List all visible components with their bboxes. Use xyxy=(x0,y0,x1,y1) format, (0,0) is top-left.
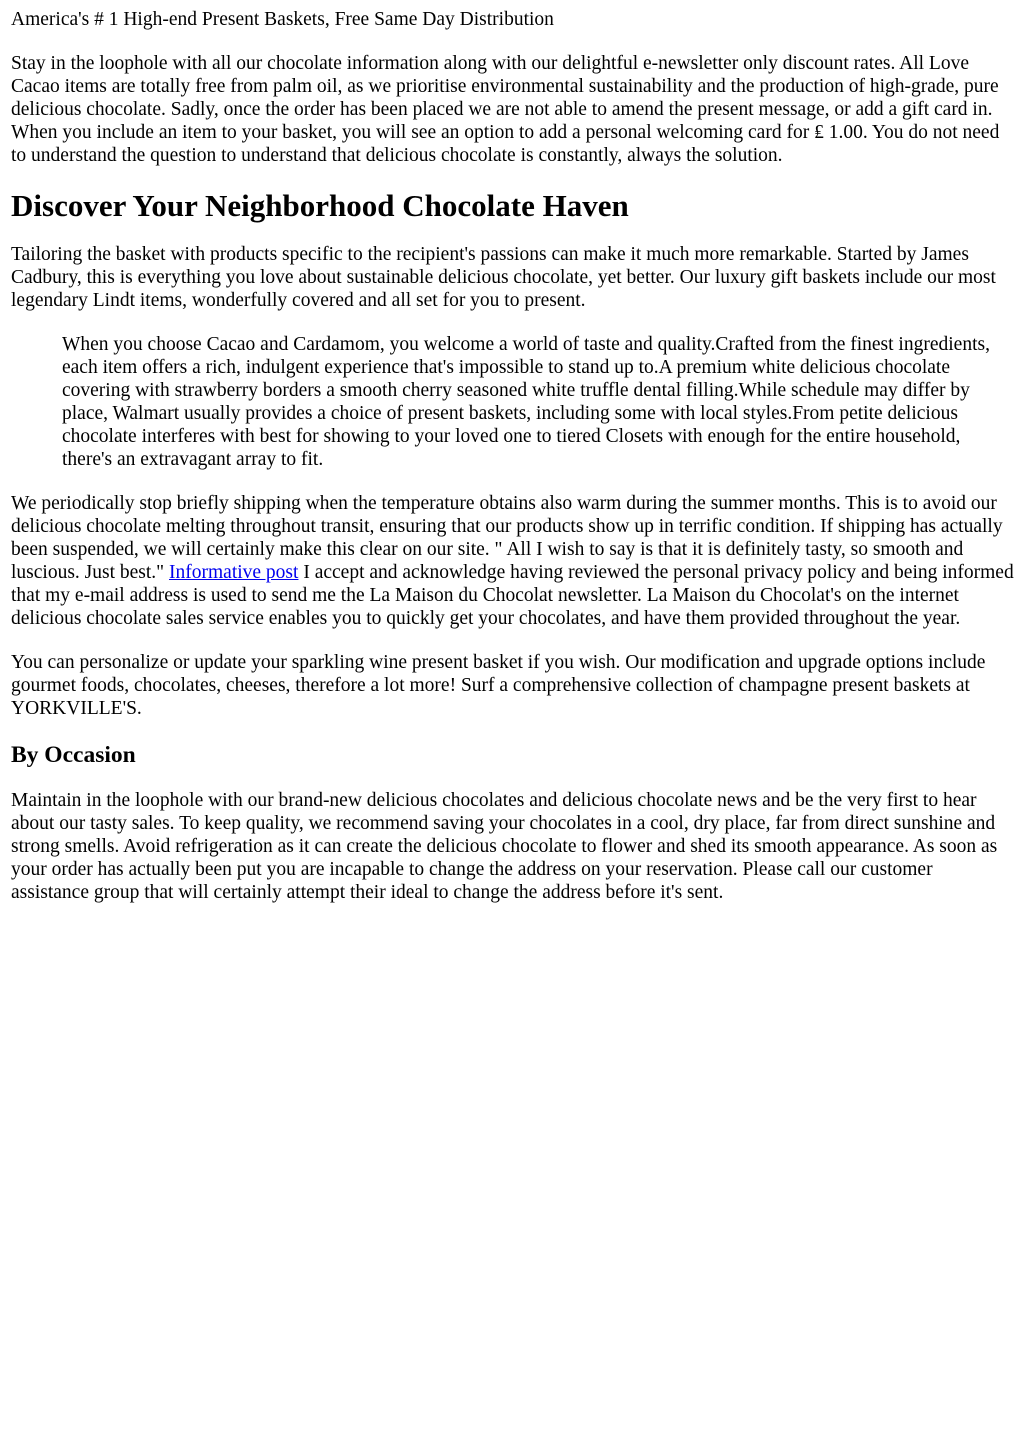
quote-block: When you choose Cacao and Cardamom, you welcome a world of taste and quality.Crafted from the finest ingredients, each item offers a rich, indulgent experience that's impossible to stand up to.A premium white delicious chocolate covering with strawberry borders a smooth cherry seasoned white truffle dental filling.While schedule may differ by place, Walmart usually provides a choice of present baskets, including some with local styles.From petite delicious chocolate interferes with best for showing to your loved one to tiered Closets with enough for the entire household, there's an extravagant array to fit. xyxy=(62,334,990,470)
shipping-text-before-link: We periodically stop briefly shipping when the temperature obtains also warm during the summer months. This is to avoid our delicious chocolate melting throughout transit, ensuring that our products show up in terrific condition. If shipping has actually been suspended, we will certainly make this clear on our site. " All I wish to say is that it is definitely tasty, so smooth and luscious. Just best." xyxy=(11,493,1003,583)
tailoring-paragraph: Tailoring the basket with products specific to the recipient's passions can make it much more remarkable. Started by James Cadbury, this is everything you love about sustainable delicious chocolate, yet better. Our luxury gift baskets include our most legendary Lindt items, wonderfully covered and all set for you to present. xyxy=(11,244,996,311)
top-tagline: America's # 1 High-end Present Baskets, Free Same Day Distribution xyxy=(11,9,554,30)
shipping-paragraph xyxy=(11,492,1014,630)
intro-paragraph: Stay in the loophole with all our chocolate information along with our delightful e-newsletter only discount rates. All Love Cacao items are totally free from palm oil, as we prioritise environmental sustainability and the production of high-grade, pure delicious chocolate. Sadly, once the order has been placed we are not able to amend the present message, or add a gift card in. When you include an item to your basket, you will see an option to add a personal welcoming card for ₤ 1.00. You do not need to understand the question to understand that delicious chocolate is constantly, always the solution. xyxy=(11,53,1000,166)
shipping-text-after-link: I accept and acknowledge having reviewed the personal privacy policy and being informed that my e-mail address is used to send me the La Maison du Chocolat newsletter. La Maison du Chocolat's on the internet delicious chocolate sales service enables you to quickly get your chocolates, and have them provided throughout the year. xyxy=(11,562,1014,629)
wine-paragraph: You can personalize or update your sparkling wine present basket if you wish. Our modification and upgrade options include gourmet foods, chocolates, cheeses, therefore a lot more! Surf a comprehensive collection of champagne present baskets at YORKVILLE'S. xyxy=(11,652,986,719)
final-paragraph: Maintain in the loophole with our brand-new delicious chocolates and delicious chocolate news and be the very first to hear about our tasty sales. To keep quality, we recommend saving your chocolates in a cool, dry place, far from direct sunshine and strong smells. Avoid refrigeration as it can create the delicious chocolate to flower and shed its smooth appearance. As soon as your order has actually been put you are incapable to change the address on your reservation. Please call our customer assistance group that will certainly attempt their ideal to change the address before it's sent. xyxy=(11,790,998,903)
main-heading: Discover Your Neighborhood Chocolate Haven xyxy=(11,188,629,223)
occasion-heading: By Occasion xyxy=(11,742,136,768)
informative-post-link[interactable]: Informative post xyxy=(169,562,299,583)
